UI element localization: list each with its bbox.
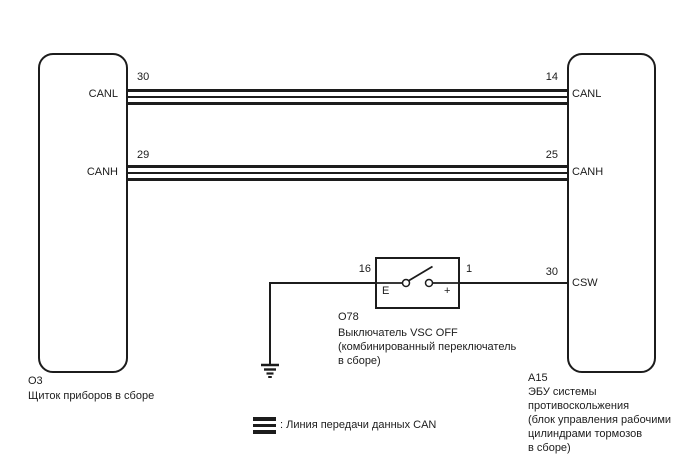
- skid-control-ecu-canl-terminal-label: CANL: [572, 88, 602, 100]
- legend-can-line-icon: [253, 417, 276, 434]
- canh-bus-line: [128, 165, 567, 181]
- vsc-off-switch-id: O78: [338, 311, 359, 323]
- skid-control-ecu-canl-pin-number: 14: [545, 71, 558, 83]
- vsc-off-switch-name-line: Выключатель VSC OFF: [338, 327, 458, 339]
- skid-control-ecu-canh-terminal-label: CANH: [572, 166, 604, 178]
- instrument-cluster-name: Щиток приборов в сборе: [28, 390, 155, 402]
- canh-bus-line-bottom-stroke: [128, 178, 567, 181]
- switch-terminal-plus-label: +: [444, 285, 451, 297]
- legend-label: : Линия передачи данных CAN: [280, 419, 437, 431]
- switch-left-pin-number: 16: [358, 263, 371, 275]
- skid-control-ecu-name-line: (блок управления рабочими: [528, 413, 672, 426]
- legend-can-line-icon-stroke: [253, 424, 276, 428]
- wire-ground-to-switch: [269, 282, 376, 284]
- skid-control-ecu-canh-pin-number: 25: [545, 149, 558, 161]
- instrument-cluster-canh-pin-number: 29: [137, 149, 150, 161]
- instrument-cluster-canl-pin-number: 30: [137, 71, 150, 83]
- skid-control-ecu-csw-pin-number: 30: [545, 266, 558, 278]
- instrument-cluster-box: [38, 53, 128, 373]
- ground-icon: [258, 363, 282, 381]
- skid-control-ecu-name-line: ЭБУ системы: [528, 386, 597, 398]
- vsc-off-switch-box: [375, 257, 460, 309]
- vsc-off-switch-name-line: (комбинированный переключатель: [338, 341, 517, 354]
- switch-icon: [375, 257, 460, 309]
- legend-can-line-icon-stroke: [253, 417, 276, 421]
- canl-bus-line-bottom-stroke: [128, 102, 567, 105]
- skid-control-ecu-id: A15: [528, 372, 548, 384]
- skid-control-ecu-csw-terminal-label: CSW: [572, 277, 598, 289]
- skid-control-ecu-name-line: в сборе): [528, 441, 571, 454]
- wire-switch-to-ecu: [459, 282, 567, 284]
- instrument-cluster-canl-terminal-label: CANL: [88, 88, 118, 100]
- skid-control-ecu-name: [528, 386, 671, 456]
- skid-control-ecu-name-line: цилиндрами тормозов: [528, 427, 643, 440]
- canl-bus-line-top-stroke: [128, 89, 567, 92]
- instrument-cluster-canh-terminal-label: CANH: [86, 166, 118, 178]
- canh-bus-line-top-stroke: [128, 165, 567, 168]
- skid-control-ecu-box: [567, 53, 656, 373]
- canh-bus-line-mid-stroke: [128, 172, 567, 174]
- instrument-cluster-id: O3: [28, 375, 43, 387]
- vsc-off-switch-name: [338, 326, 516, 368]
- wire-ground-drop: [269, 282, 271, 365]
- canl-bus-line: [128, 89, 567, 105]
- canl-bus-line-mid-stroke: [128, 96, 567, 98]
- vsc-off-switch-name-line: в сборе): [338, 355, 381, 368]
- switch-terminal-e-label: E: [382, 285, 390, 297]
- skid-control-ecu-name-line: противоскольжения: [528, 399, 630, 412]
- legend-can-line-icon-stroke: [253, 430, 276, 434]
- switch-right-pin-number: 1: [466, 263, 473, 275]
